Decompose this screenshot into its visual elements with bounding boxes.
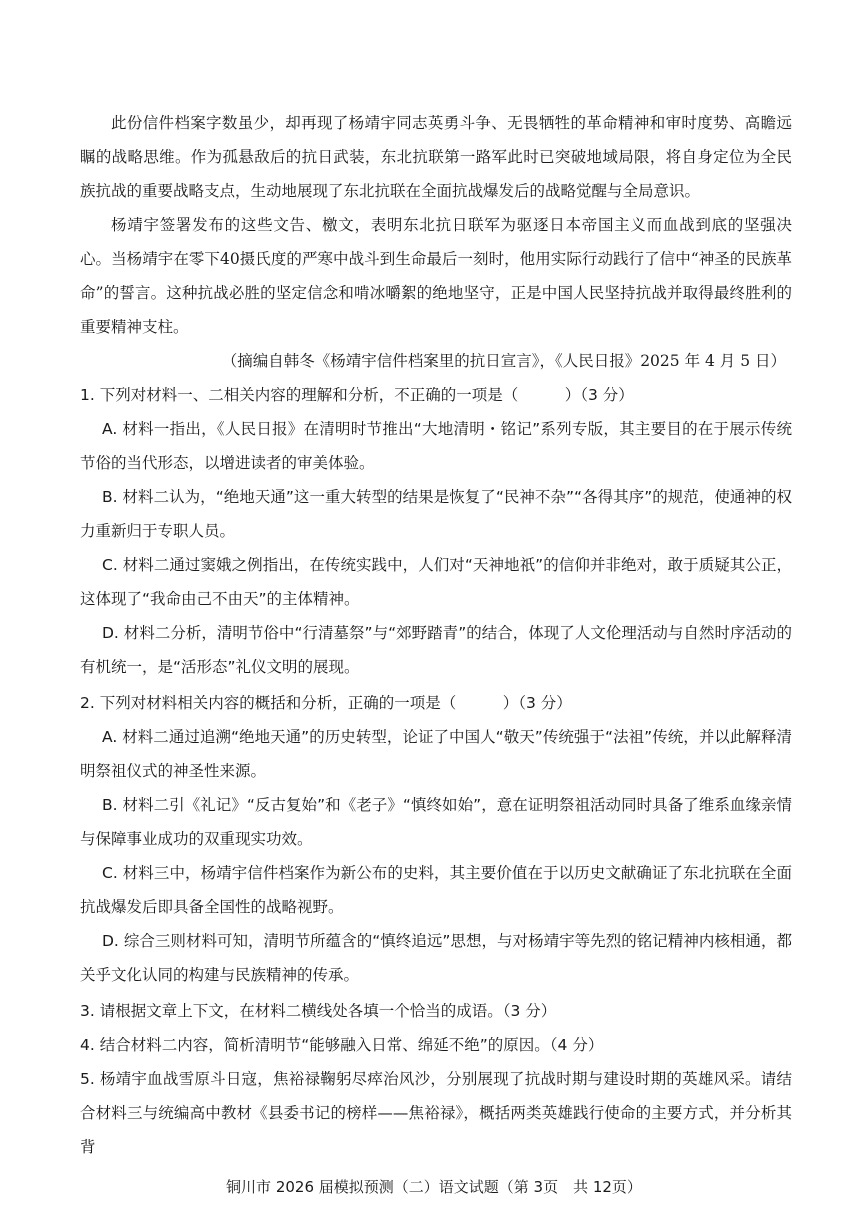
material3-paragraph-2: 杨靖宇签署发布的这些文告、檄文，表明东北抗日联军为驱逐日本帝国主义而血战到底的坚强决心。当杨靖宇在零下40摄氏度的严寒中战斗到生命最后一刻时，他用实际行动践行了信中“神圣的民族革命”的誓言。这种抗战必胜的坚定信念和啃冰嚼絮的绝地坚守，正是中国人民坚持抗战并取得最终胜利的重要精神支柱。 bbox=[80, 216, 792, 336]
question-1-option-d: D. 材料二分析，清明节俗中“行清墓祭”与“郊野踏青”的结合，体现了人文伦理活动与自然时序活动的有机统一，是“活形态”礼仪文明的展现。 bbox=[80, 624, 792, 676]
question-2-option-b: B. 材料二引《礼记》“反古复始”和《老子》“慎终如始”，意在证明祭祖活动同时具备了维系血缘亲情与保障事业成功的双重现实功效。 bbox=[80, 796, 792, 848]
question-2-stem: 2. 下列对材料相关内容的概括和分析，正确的一项是（ ）（3 分） bbox=[80, 694, 572, 712]
question-1-option-a: A. 材料一指出，《人民日报》在清明时节推出“大地清明・铭记”系列专版，其主要目的在于展示传统节俗的当代形态，以增进读者的审美体验。 bbox=[80, 420, 792, 472]
question-5-stem: 5. 杨靖宇血战雪原斗日寇，焦裕禄鞠躬尽瘁治风沙，分别展现了抗战时期与建设时期的英雄风采。请结合材料三与统编高中教材《县委书记的榜样——焦裕禄》，概括两类英雄践行使命的主要方式，并分析其背 bbox=[80, 1070, 792, 1156]
question-2-option-d: D. 综合三则材料可知，清明节所蕴含的“慎终追远”思想，与对杨靖宇等先烈的铭记精神内核相通，都关乎文化认同的构建与民族精神的传承。 bbox=[80, 932, 792, 984]
question-4-stem: 4. 结合材料二内容，简析清明节“能够融入日常、绵延不绝”的原因。（4 分） bbox=[80, 1036, 604, 1054]
question-3-stem: 3. 请根据文章上下文，在材料二横线处各填一个恰当的成语。（3 分） bbox=[80, 1002, 557, 1020]
page-footer: 铜川市 2026 届模拟预测（二）语文试题（第 3页 共 12页） bbox=[226, 1178, 642, 1196]
question-1-stem: 1. 下列对材料一、二相关内容的理解和分析，不正确的一项是（ ）（3 分） bbox=[80, 386, 634, 404]
question-1-option-b: B. 材料二认为，“绝地天通”这一重大转型的结果是恢复了“民神不杂”“各得其序”的规范，使通神的权力重新归于专职人员。 bbox=[80, 488, 792, 540]
material3-paragraph-1: 此份信件档案字数虽少，却再现了杨靖宇同志英勇斗争、无畏牺牲的革命精神和审时度势、高瞻远瞩的战略思维。作为孤悬敌后的抗日武装，东北抗联第一路军此时已突破地域局限，将自身定位为全民族抗战的重要战略支点，生动地展现了东北抗联在全面抗战爆发后的战略觉醒与全局意识。 bbox=[80, 114, 792, 200]
question-2-option-a: A. 材料二通过追溯“绝地天通”的历史转型，论证了中国人“敬天”传统强于“法祖”传统，并以此解释清明祭祖仪式的神圣性来源。 bbox=[80, 728, 792, 780]
question-2-option-c: C. 材料三中，杨靖宇信件档案作为新公布的史料，其主要价值在于以历史文献确证了东北抗联在全面抗战爆发后即具备全国性的战略视野。 bbox=[80, 864, 792, 916]
question-1-option-c: C. 材料二通过窦娥之例指出，在传统实践中，人们对“天神地祇”的信仰并非绝对，敢于质疑其公正，这体现了“我命由己不由天”的主体精神。 bbox=[80, 556, 792, 608]
material3-source: （摘编自韩冬《杨靖宇信件档案里的抗日宣言》，《人民日报》2025 年 4 月 5 日） bbox=[221, 352, 786, 370]
